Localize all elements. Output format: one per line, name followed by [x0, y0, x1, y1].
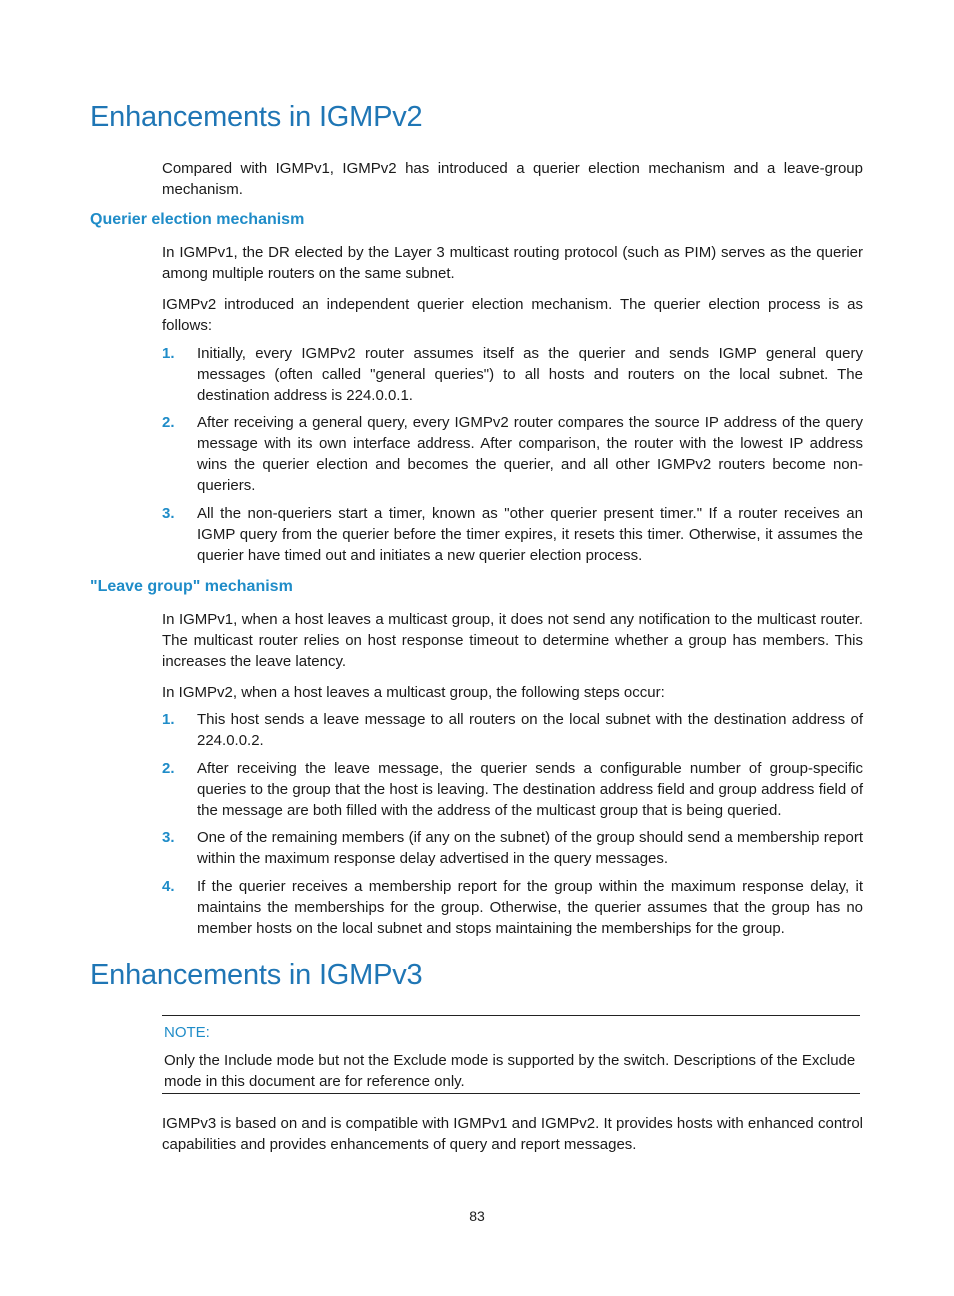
- querier-paragraph-2: IGMPv2 introduced an independent querier election mechanism. The querier election process is as follows:: [162, 296, 863, 334]
- section-title-igmpv2: Enhancements in IGMPv2: [90, 101, 423, 133]
- step-text: After receiving the leave message, the querier sends a configurable number of group-specific queries to the group that the host is leaving. The destination address field and group address field of the message are both filled with the address of the multicast group that is being queried.: [197, 760, 863, 819]
- step-text: All the non-queriers start a timer, known as "other querier present timer." If a router receives an IGMP query from the querier before the timer expires, it resets this timer. Otherwise, it assumes the querier have timed out and initiates a new querier election process.: [197, 505, 863, 564]
- igmpv3-paragraph: IGMPv3 is based on and is compatible with IGMPv1 and IGMPv2. It provides hosts with enhanced control capabilities and provides enhancements of query and report messages.: [162, 1115, 863, 1153]
- leave-paragraph-1: In IGMPv1, when a host leaves a multicast group, it does not send any notification to the multicast router. The multicast router relies on host response timeout to determine whether a group has members. This increases the leave latency.: [162, 611, 863, 670]
- step-number: 2.: [162, 760, 175, 777]
- step-text: One of the remaining members (if any on the subnet) of the group should send a membership report within the maximum response delay advertised in the query messages.: [197, 829, 863, 867]
- note-text: Only the Include mode but not the Exclude mode is supported by the switch. Descriptions of the Exclude mode in this document are for reference only.: [164, 1052, 856, 1090]
- step-number: 2.: [162, 414, 175, 431]
- step-number: 1.: [162, 345, 175, 362]
- step-text: Initially, every IGMPv2 router assumes itself as the querier and sends IGMP general query messages (often called "general queries") to all hosts and routers on the local subnet. The destination address is 224.0.0.1.: [197, 345, 863, 404]
- intro-paragraph: Compared with IGMPv1, IGMPv2 has introduced a querier election mechanism and a leave-group mechanism.: [162, 160, 863, 198]
- step-number: 3.: [162, 505, 175, 522]
- step-number: 3.: [162, 829, 175, 846]
- subheading-querier-election: Querier election mechanism: [90, 211, 305, 228]
- page-number: 83: [469, 1208, 485, 1224]
- step-number: 1.: [162, 711, 175, 728]
- note-box: [162, 1015, 860, 1094]
- step-number: 4.: [162, 878, 175, 895]
- querier-paragraph-1: In IGMPv1, the DR elected by the Layer 3 multicast routing protocol (such as PIM) serves as the querier among multiple routers on the same subnet.: [162, 244, 863, 282]
- section-title-igmpv3: Enhancements in IGMPv3: [90, 959, 423, 991]
- step-text: After receiving a general query, every IGMPv2 router compares the source IP address of the query message with its own interface address. After comparison, the router with the lowest IP address wins the querier election and becomes the querier, and all other IGMPv2 routers become non-queriers.: [197, 414, 863, 494]
- leave-paragraph-2: In IGMPv2, when a host leaves a multicast group, the following steps occur:: [162, 684, 665, 701]
- step-text: This host sends a leave message to all routers on the local subnet with the destination address of 224.0.0.2.: [197, 711, 863, 749]
- step-text: If the querier receives a membership report for the group within the maximum response delay, it maintains the memberships for the group. Otherwise, the querier assumes that the group has no member hosts on the local subnet and stops maintaining the memberships for the group.: [197, 878, 863, 937]
- subheading-leave-group: "Leave group" mechanism: [90, 578, 293, 595]
- note-label: NOTE:: [164, 1024, 210, 1041]
